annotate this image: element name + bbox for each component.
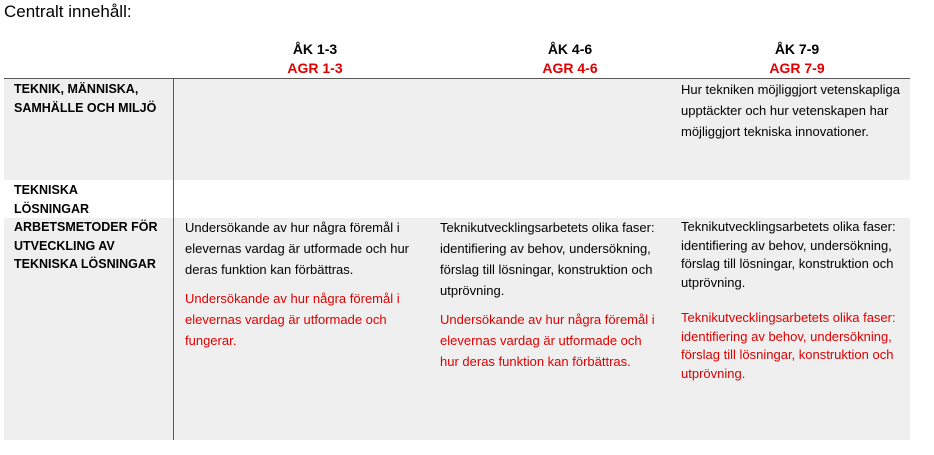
column-header-label-red: AGR 1-3 [287,60,343,76]
column-header-label-red: AGR 7-9 [769,60,825,76]
column-header-label-red: AGR 4-6 [542,60,598,76]
column-header-ak1-3 [245,40,385,78]
row-label-arbetsmetoder: ARBETSMETODER FÖR UTVECKLING AV TEKNISKA LÖSNINGAR [14,220,158,271]
column-header-ak7-9 [727,40,867,78]
cell-arbetsmetoder-ak1-3 [185,217,423,351]
column-header-label: ÅK 4-6 [547,41,593,57]
cell-text: Teknikutvecklingsarbetets olika faser: identifiering av behov, undersökning, förslag till lösningar, konstruktion och utprövning. [440,220,655,298]
cell-teknik-ak7-9: Hur tekniken möjliggjort vetenskapliga upptäckter och hur vetenskapen har möjliggjort tekniska innovationer. [681,82,900,139]
cell-text-red: Teknikutvecklingsarbetets olika faser: identifiering av behov, undersökning, förslag till lösningar, konstruktion och utprövning. [681,310,896,381]
cell-arbetsmetoder-ak4-6 [440,217,662,372]
column-header-ak4-6 [500,40,640,78]
cell-arbetsmetoder-ak7-9 [681,218,899,383]
row-label-tekniska-losningar: TEKNISKA LÖSNINGAR [14,183,89,216]
column-header-label: ÅK 1-3 [292,41,338,57]
cell-text-red: Undersökande av hur några föremål i elevernas vardag är utformade och fungerar. [185,291,400,348]
cell-text: Teknikutvecklingsarbetets olika faser: identifiering av behov, undersökning, förslag till lösningar, konstruktion och utprövning. [681,219,896,290]
row-label-teknik-manniska: TEKNIK, MÄNNISKA, SAMHÄLLE OCH MILJÖ [14,82,157,115]
label-column-divider [173,78,174,440]
cell-text-red: Undersökande av hur några föremål i elevernas vardag är utformade och hur deras funktion kan förbättras. [440,312,655,369]
page-heading: Centralt innehåll: [4,2,132,21]
column-header-label: ÅK 7-9 [774,41,820,57]
cell-text: Undersökande av hur några föremål i elevernas vardag är utformade och hur deras funktion kan förbättras. [185,220,410,277]
